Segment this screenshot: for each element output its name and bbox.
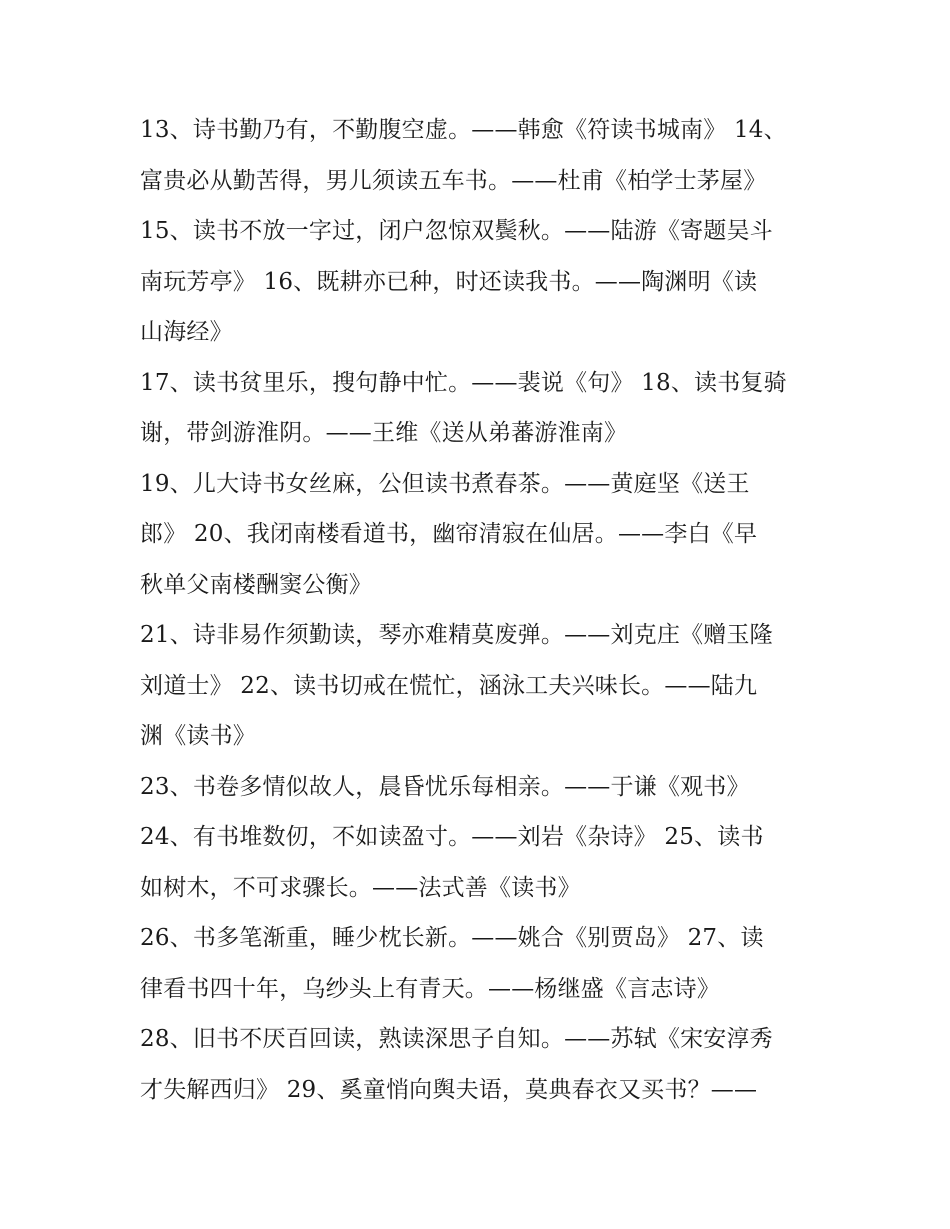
document-body <box>140 105 820 1115</box>
text-line: 28、旧书不厌百回读，熟读深思子自知。——苏轼《宋安淳秀 <box>140 1026 773 1052</box>
text-line: 才失解西归》 29、奚童悄向舆夫语，莫典春衣又买书？—— <box>140 1076 758 1103</box>
text-line: 19、儿大诗书女丝麻，公但读书煮春茶。——黄庭坚《送王 <box>140 470 750 497</box>
text-line: 山海经》 <box>140 319 233 345</box>
text-line: 秋单父南楼酬窦公衡》 <box>140 571 372 598</box>
text-line: 渊《读书》 <box>140 723 256 749</box>
text-line: 15、读书不放一字过，闭户忽惊双鬓秋。——陆游《寄题吴斗 <box>140 218 773 244</box>
text-line: 谢，带剑游淮阴。——王维《送从弟蕃游淮南》 <box>140 420 628 446</box>
text-line: 26、书多笔渐重，睡少枕长新。——姚合《别贾岛》 27、读 <box>140 925 764 951</box>
text-line: 刘道士》 22、读书切戒在慌忙，涵泳工夫兴味长。——陆九 <box>140 672 758 699</box>
text-line: 律看书四十年，乌纱头上有青天。——杨继盛《言志诗》 <box>140 975 720 1002</box>
text-line: 13、诗书勤乃有，不勤腹空虚。——韩愈《符读书城南》 14、 <box>140 117 787 143</box>
text-line: 23、书卷多情似故人，晨昏忧乐每相亲。——于谦《观书》 <box>140 773 750 800</box>
text-line: 如树木，不可求骤长。——法式善《读书》 <box>140 874 581 901</box>
text-line: 24、有书堆数仞，不如读盈寸。——刘岩《杂诗》 25、读书 <box>140 824 764 850</box>
text-line: 郎》 20、我闭南楼看道书，幽帘清寂在仙居。——李白《早 <box>140 521 758 547</box>
text-line: 南玩芳亭》 16、既耕亦已种，时还读我书。——陶渊明《读 <box>140 268 758 295</box>
text-line: 21、诗非易作须勤读，琴亦难精莫废弹。——刘克庄《赠玉隆 <box>140 622 773 648</box>
text-line: 富贵必从勤苦得，男儿须读五车书。——杜甫《柏学士茅屋》 <box>140 167 767 194</box>
text-line: 17、读书贫里乐，搜句静中忙。——裴说《句》 18、读书复骑 <box>140 369 787 396</box>
